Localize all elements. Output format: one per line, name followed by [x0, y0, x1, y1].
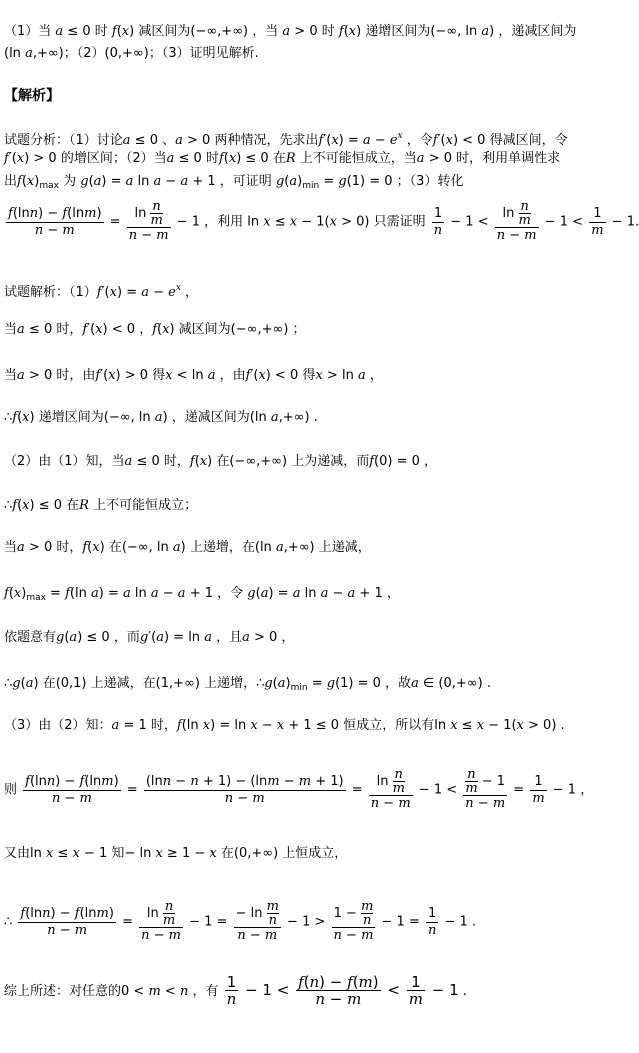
solution-line-1: 试题解析：$(1)f'(x) = a - e^x$ ，	[4, 283, 199, 300]
analysis-line-4: $\frac{f(\ln n) - f(\ln m)}{n - m}$ = ln $\frac{n}{m}$ n − m − 1 ，利用 ln x ≤ x − 1(x > 0) 只需证明 $\frac{1}{n}$ − 1 < ln $\frac{n}{m}$ n − m − 1 < $\frac{1}{m}$ − 1.	[8, 199, 639, 243]
solution-line-14: ∴ $\frac{f(\ln n) - f(\ln m)}{n - m}$ = ln $\frac{n}{m}$ n − m − 1 = − ln $\frac{m}{n}$ n − m − 1 > 1 − $\frac{m}{n}$ n − m − 1 = $\frac{1}{n}$ − 1 .	[4, 899, 477, 943]
solution-line-15: 综上所述：对任意的0 < m < n ，有 $\frac{1}{n}$ − 1 < $\frac{f(n) - f(m)}{n - m}$ < $\frac{1}{m}$ − 1 .	[4, 973, 467, 1008]
solution-line-11: （3）由（2）知：a = 1 时，f(ln x) = ln x − x + 1 ≤ 0 恒成立，所以有ln x ≤ x − 1(x > 0) .	[4, 718, 565, 733]
solution-line-12: 则 $\frac{f(\ln n) - f(\ln m)}{n - m}$ = $\frac{(\ln n - n + 1) - (\ln m - m + 1)}{n - m}$ = ln $\frac{n}{m}$ n − m − 1 < $\frac{n}{m}$ − 1 n − m = $\frac{1}{m}$ − 1 ，	[4, 767, 594, 811]
answer-line-2: (ln a,+∞)；（2）(0,+∞)；（3）证明见解析.	[4, 46, 259, 61]
solution-line-6: ∴f(x) ≤ 0 在R 上不可能恒成立；	[4, 498, 198, 513]
solution-line-13: 又由ln x ≤ x − 1 知− ln x ≥ 1 − x 在(0,+∞) 上恒成立，	[4, 846, 348, 861]
solution-line-9: 依题意有g(a) ≤ 0 ，而g′(a) = ln a ，且a > 0 ，	[4, 630, 295, 645]
analysis-line-1: 试题分析：（1）讨论a ≤ 0 、a > 0 两种情况，先求出$f'(x) = a - e^x$ ，令f′(x) < 0 得减区间，令	[4, 131, 568, 148]
analysis-line-3: 出$f(x)_{max}$ 为 g(a) = a ln a − a + 1 ，可证明 $g(a)_{min} = g(1) = 0$ ；（3）转化	[4, 174, 464, 191]
solution-line-5: （2）由（1）知，当a ≤ 0 时，f(x) 在(−∞,+∞) 上为递减，而f(0) = 0 ，	[4, 454, 438, 469]
section-heading: 【解析】	[4, 88, 60, 104]
solution-line-10: ∴g(a) 在(0,1) 上递减，在(1,+∞) 上递增，$\therefore g(a)_{min} = g(1) = 0$ ，故a ∈ (0,+∞) .	[4, 676, 491, 693]
analysis-line-2: f′(x) > 0 的增区间；（2）当a ≤ 0 时f(x) ≤ 0 在R 上不可能恒成立，当a > 0 时，利用单调性求	[4, 151, 561, 166]
solution-line-3: 当a > 0 时，由f′(x) > 0 得x < ln a ，由f′(x) < 0 得x > ln a ，	[4, 368, 383, 383]
solution-line-7: 当a > 0 时，f(x) 在(−∞, ln a) 上递增，在(ln a,+∞) 上递减，	[4, 540, 371, 555]
solution-line-2: 当a ≤ 0 时，f′(x) < 0 ，f(x) 减区间为(−∞,+∞) ；	[4, 322, 306, 337]
answer-line-1: （1）当 a ≤ 0 时 f(x) 减区间为(−∞,+∞) ，当 a > 0 时 f(x) 递增区间为(−∞, ln a) ，递减区间为	[4, 24, 577, 39]
solution-line-8: $f(x)_{max} = f(\ln$ a) = a ln a − a + 1 ，令 g(a) = a ln a − a + 1 ，	[4, 586, 400, 603]
solution-line-4: ∴f(x) 递增区间为(−∞, ln a) ，递减区间为(ln a,+∞) .	[4, 410, 318, 425]
